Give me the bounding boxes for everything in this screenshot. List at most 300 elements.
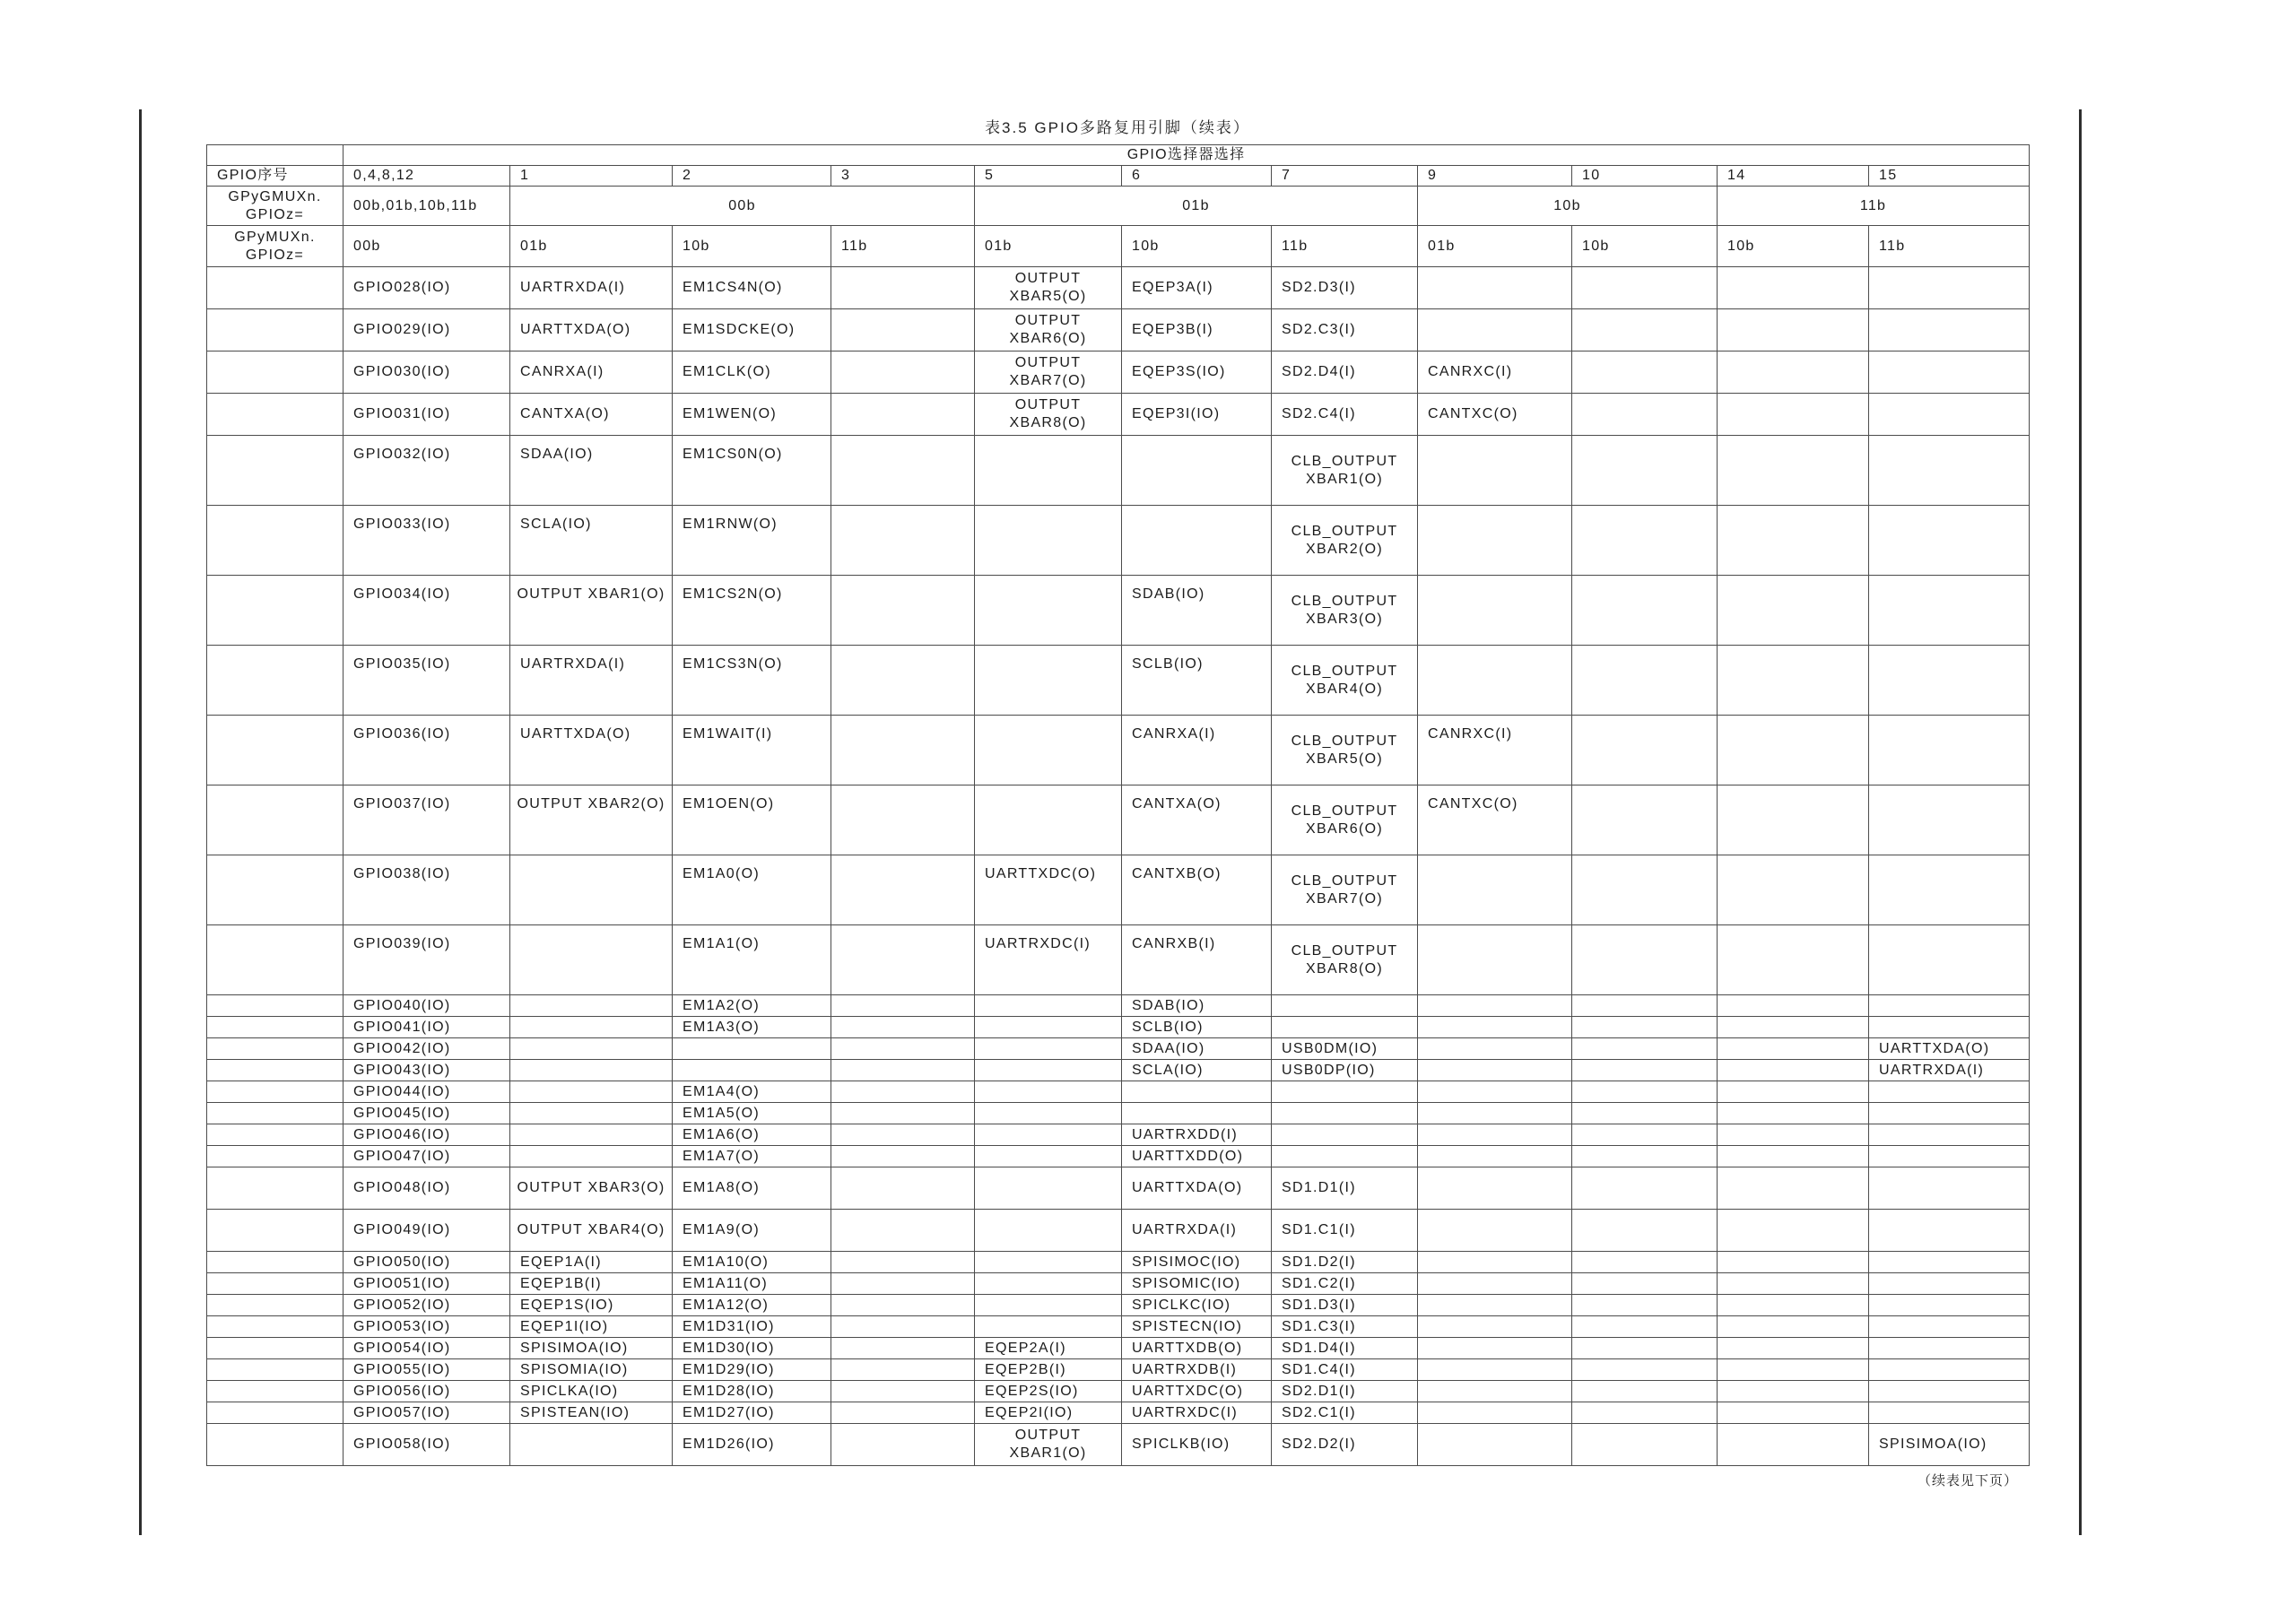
pin-function-cell: GPIO052(IO)	[344, 1295, 510, 1316]
pin-function-cell	[975, 1060, 1122, 1081]
pin-function-cell	[1572, 1381, 1718, 1402]
pin-function-cell	[975, 1295, 1122, 1316]
pin-function-cell	[831, 352, 975, 394]
pin-function-cell: SPISTECN(IO)	[1122, 1316, 1272, 1338]
pin-function-cell	[510, 1424, 673, 1466]
pin-function-cell	[510, 1124, 673, 1146]
pin-function-cell	[831, 1210, 975, 1252]
gpio-row	[207, 309, 2030, 352]
pin-function-cell	[1418, 309, 1572, 352]
pin-function-cell	[1272, 1124, 1418, 1146]
pin-function-cell	[1869, 646, 2030, 716]
pin-function-cell	[1572, 436, 1718, 506]
pin-function-cell	[1869, 436, 2030, 506]
pin-function-cell	[1418, 1210, 1572, 1252]
pin-function-cell	[1869, 309, 2030, 352]
pin-function-cell	[831, 1295, 975, 1316]
gpio-row	[207, 1038, 2030, 1060]
gpio-index-col-header: 2	[673, 166, 831, 187]
pin-function-cell	[831, 1103, 975, 1124]
gpio-index-col-header: 15	[1869, 166, 2030, 187]
pin-function-cell	[1718, 1167, 1869, 1210]
gpio-row	[207, 1017, 2030, 1038]
pin-function-cell	[1572, 785, 1718, 855]
pin-function-cell	[1718, 1316, 1869, 1338]
pin-function-cell: UARTTXDA(O)	[1122, 1167, 1272, 1210]
pin-function-cell	[1418, 995, 1572, 1017]
pin-function-cell: SDAA(IO)	[1122, 1038, 1272, 1060]
pin-function-cell: EM1OEN(O)	[673, 785, 831, 855]
pin-function-cell: SCLA(IO)	[1122, 1060, 1272, 1081]
row-label-gpio-index: GPIO序号	[207, 166, 344, 187]
pin-function-cell	[1418, 1295, 1572, 1316]
pin-function-cell: OUTPUT XBAR1(O)	[510, 576, 673, 646]
pin-function-cell: UARTTXDD(O)	[1122, 1146, 1272, 1167]
pin-function-cell: SPICLKC(IO)	[1122, 1295, 1272, 1316]
pin-function-cell	[975, 1081, 1122, 1103]
table-caption: 表3.5 GPIO多路复用引脚（续表）	[985, 119, 1250, 136]
pin-function-cell	[1718, 855, 1869, 925]
pin-function-cell: SD1.D2(I)	[1272, 1252, 1418, 1273]
header-row-mux	[207, 226, 2030, 267]
pin-function-cell	[1572, 1167, 1718, 1210]
pin-function-cell	[1869, 1124, 2030, 1146]
pin-function-cell: EM1A2(O)	[673, 995, 831, 1017]
pin-function-cell: GPIO042(IO)	[344, 1038, 510, 1060]
pin-function-cell	[1718, 1038, 1869, 1060]
pin-function-cell: EM1CS0N(O)	[673, 436, 831, 506]
pin-function-cell	[1718, 925, 1869, 995]
pin-function-cell: UARTRXDC(I)	[1122, 1402, 1272, 1424]
pin-function-cell	[831, 1402, 975, 1424]
gpio-row	[207, 1338, 2030, 1359]
pin-function-cell	[1572, 995, 1718, 1017]
pin-function-cell: EQEP2I(IO)	[975, 1402, 1122, 1424]
pin-function-cell	[1418, 1316, 1572, 1338]
pin-function-cell: EQEP1S(IO)	[510, 1295, 673, 1316]
pin-function-cell	[831, 267, 975, 309]
pin-function-cell	[1869, 1081, 2030, 1103]
pin-function-cell: EM1A10(O)	[673, 1252, 831, 1273]
row-index-cell	[207, 646, 344, 716]
pin-function-cell	[1718, 1146, 1869, 1167]
gpio-row	[207, 925, 2030, 995]
row-index-cell	[207, 1402, 344, 1424]
pin-function-cell: SDAB(IO)	[1122, 995, 1272, 1017]
pin-function-cell: OUTPUT XBAR8(O)	[975, 394, 1122, 436]
pin-function-cell: SD2.C1(I)	[1272, 1402, 1418, 1424]
gmux-value: 01b	[975, 187, 1418, 226]
pin-function-cell	[1718, 1103, 1869, 1124]
pin-function-cell: EM1CS2N(O)	[673, 576, 831, 646]
pin-function-cell: SDAB(IO)	[1122, 576, 1272, 646]
row-index-cell	[207, 1273, 344, 1295]
pin-function-cell: CLB_OUTPUT XBAR2(O)	[1272, 506, 1418, 576]
mux-value: 01b	[1418, 226, 1572, 267]
gpio-index-col-header: 6	[1122, 166, 1272, 187]
header-row-gmux	[207, 187, 2030, 226]
gpio-index-col-header: 0,4,8,12	[344, 166, 510, 187]
pin-function-cell	[831, 394, 975, 436]
header-row-selector	[207, 145, 2030, 166]
pin-function-cell: GPIO035(IO)	[344, 646, 510, 716]
pin-function-cell	[1718, 1402, 1869, 1424]
gpio-row	[207, 1081, 2030, 1103]
pin-function-cell: GPIO038(IO)	[344, 855, 510, 925]
pin-function-cell	[1418, 1081, 1572, 1103]
pin-function-cell	[510, 1081, 673, 1103]
pin-function-cell: UARTRXDD(I)	[1122, 1124, 1272, 1146]
pin-function-cell	[673, 1060, 831, 1081]
row-index-cell	[207, 309, 344, 352]
pin-function-cell: CLB_OUTPUT XBAR4(O)	[1272, 646, 1418, 716]
pin-function-cell	[1272, 995, 1418, 1017]
gpio-row	[207, 1252, 2030, 1273]
pin-function-cell	[1122, 1081, 1272, 1103]
pin-function-cell	[1572, 1081, 1718, 1103]
gpio-row	[207, 1146, 2030, 1167]
pin-function-cell: UARTRXDA(I)	[1122, 1210, 1272, 1252]
mux-value: 10b	[1572, 226, 1718, 267]
pin-function-cell: USB0DP(IO)	[1272, 1060, 1418, 1081]
gmux-value: 11b	[1718, 187, 2030, 226]
pin-function-cell	[831, 646, 975, 716]
pin-function-cell: SDAA(IO)	[510, 436, 673, 506]
gpio-row	[207, 1381, 2030, 1402]
pin-function-cell: EM1D27(IO)	[673, 1402, 831, 1424]
pin-function-cell	[1418, 576, 1572, 646]
pin-function-cell: GPIO031(IO)	[344, 394, 510, 436]
pin-function-cell	[1718, 506, 1869, 576]
pin-function-cell	[1869, 1103, 2030, 1124]
pin-function-cell: CANRXC(I)	[1418, 716, 1572, 785]
pin-function-cell: EM1D28(IO)	[673, 1381, 831, 1402]
pin-function-cell	[510, 995, 673, 1017]
pin-function-cell: OUTPUT XBAR7(O)	[975, 352, 1122, 394]
pin-function-cell	[831, 925, 975, 995]
pin-function-cell: CLB_OUTPUT XBAR6(O)	[1272, 785, 1418, 855]
pin-function-cell: GPIO053(IO)	[344, 1316, 510, 1338]
gpio-row	[207, 506, 2030, 576]
pin-function-cell	[1418, 855, 1572, 925]
pin-function-cell: SD1.C1(I)	[1272, 1210, 1418, 1252]
row-index-cell	[207, 1081, 344, 1103]
pin-function-cell	[831, 1017, 975, 1038]
pin-function-cell	[1718, 394, 1869, 436]
pin-function-cell	[1418, 1124, 1572, 1146]
pin-function-cell	[1869, 1381, 2030, 1402]
pin-function-cell: EM1D26(IO)	[673, 1424, 831, 1466]
page-right-margin-rule	[2079, 109, 2082, 1535]
pin-function-cell: UARTRXDA(I)	[1869, 1060, 2030, 1081]
pin-function-cell: EM1CS4N(O)	[673, 267, 831, 309]
pin-function-cell	[1572, 855, 1718, 925]
pin-function-cell: UARTTXDA(O)	[510, 309, 673, 352]
pin-function-cell	[1869, 1146, 2030, 1167]
row-index-cell	[207, 1017, 344, 1038]
pin-function-cell	[510, 925, 673, 995]
gmux-value: 00b	[510, 187, 975, 226]
pin-function-cell	[510, 855, 673, 925]
gpio-row	[207, 1424, 2030, 1466]
pin-function-cell: OUTPUT XBAR6(O)	[975, 309, 1122, 352]
gpio-row	[207, 436, 2030, 506]
gmux-value: 10b	[1418, 187, 1718, 226]
pin-function-cell	[1572, 309, 1718, 352]
pin-function-cell	[1869, 1338, 2030, 1359]
pin-function-cell: SPISIMOC(IO)	[1122, 1252, 1272, 1273]
pin-function-cell	[1869, 1273, 2030, 1295]
pin-function-cell	[1718, 1424, 1869, 1466]
row-index-cell	[207, 1124, 344, 1146]
pin-function-cell: CLB_OUTPUT XBAR8(O)	[1272, 925, 1418, 995]
pin-function-cell: EM1WEN(O)	[673, 394, 831, 436]
pin-function-cell	[831, 1359, 975, 1381]
pin-function-cell	[1418, 1060, 1572, 1081]
pin-function-cell: EM1D31(IO)	[673, 1316, 831, 1338]
row-index-cell	[207, 1338, 344, 1359]
pin-function-cell: SD1.C3(I)	[1272, 1316, 1418, 1338]
pin-function-cell	[975, 716, 1122, 785]
gpio-index-col-header: 7	[1272, 166, 1418, 187]
row-label-mux: GPyMUXn. GPIOz=	[207, 226, 344, 267]
pin-function-cell	[673, 1038, 831, 1060]
pin-function-cell	[1418, 1402, 1572, 1424]
gpio-index-col-header: 1	[510, 166, 673, 187]
pin-function-cell: CANRXA(I)	[510, 352, 673, 394]
pin-function-cell	[1572, 1424, 1718, 1466]
pin-function-cell: CANRXC(I)	[1418, 352, 1572, 394]
pin-function-cell: GPIO050(IO)	[344, 1252, 510, 1273]
pin-function-cell	[1869, 394, 2030, 436]
pin-function-cell: UARTTXDA(O)	[1869, 1038, 2030, 1060]
pin-function-cell	[1572, 1316, 1718, 1338]
pin-function-cell	[1572, 506, 1718, 576]
pin-function-cell: SPISIMOA(IO)	[1869, 1424, 2030, 1466]
pin-function-cell: UARTTXDC(O)	[975, 855, 1122, 925]
pin-function-cell	[975, 1167, 1122, 1210]
gpio-row	[207, 1316, 2030, 1338]
pin-function-cell	[1418, 1338, 1572, 1359]
pin-function-cell: SD2.D2(I)	[1272, 1424, 1418, 1466]
pin-function-cell	[1572, 352, 1718, 394]
pin-function-cell: GPIO051(IO)	[344, 1273, 510, 1295]
gpio-row	[207, 1295, 2030, 1316]
gpio-row	[207, 646, 2030, 716]
row-index-cell	[207, 1060, 344, 1081]
pin-function-cell: EQEP3A(I)	[1122, 267, 1272, 309]
pin-function-cell: GPIO041(IO)	[344, 1017, 510, 1038]
pin-function-cell: EQEP3B(I)	[1122, 309, 1272, 352]
pin-function-cell	[1418, 925, 1572, 995]
pin-function-cell: USB0DM(IO)	[1272, 1038, 1418, 1060]
pin-function-cell	[1718, 1017, 1869, 1038]
pin-function-cell	[1869, 1295, 2030, 1316]
pin-function-cell	[1718, 309, 1869, 352]
gmux-value: 00b,01b,10b,11b	[344, 187, 510, 226]
pin-function-cell: EM1WAIT(I)	[673, 716, 831, 785]
pin-function-cell	[1718, 646, 1869, 716]
pin-function-cell: UARTTXDB(O)	[1122, 1338, 1272, 1359]
pin-function-cell: EQEP1B(I)	[510, 1273, 673, 1295]
row-index-cell	[207, 352, 344, 394]
gpio-index-col-header: 5	[975, 166, 1122, 187]
pin-function-cell	[1418, 1146, 1572, 1167]
header-row-gpio-index	[207, 166, 2030, 187]
pin-function-cell	[831, 1060, 975, 1081]
row-index-cell	[207, 1252, 344, 1273]
pin-function-cell: EM1D30(IO)	[673, 1338, 831, 1359]
gpio-row	[207, 1210, 2030, 1252]
pin-function-cell	[1572, 1060, 1718, 1081]
gpio-row	[207, 1402, 2030, 1424]
row-index-cell	[207, 1359, 344, 1381]
pin-function-cell: GPIO057(IO)	[344, 1402, 510, 1424]
gpio-row	[207, 716, 2030, 785]
pin-function-cell: EM1A4(O)	[673, 1081, 831, 1103]
pin-function-cell: EQEP2A(I)	[975, 1338, 1122, 1359]
pin-function-cell: EQEP1I(IO)	[510, 1316, 673, 1338]
pin-function-cell	[1418, 1103, 1572, 1124]
pin-function-cell	[1572, 394, 1718, 436]
pin-function-cell	[1869, 785, 2030, 855]
mux-value: 10b	[1122, 226, 1272, 267]
mux-value: 11b	[831, 226, 975, 267]
pin-function-cell: SCLB(IO)	[1122, 1017, 1272, 1038]
row-index-cell	[207, 436, 344, 506]
row-label-gmux: GPyGMUXn. GPIOz=	[207, 187, 344, 226]
row-index-cell	[207, 855, 344, 925]
gpio-row	[207, 855, 2030, 925]
pin-function-cell	[831, 855, 975, 925]
row-index-cell	[207, 1210, 344, 1252]
pin-function-cell	[1869, 995, 2030, 1017]
pin-function-cell: CANTXA(O)	[510, 394, 673, 436]
pin-function-cell	[975, 1017, 1122, 1038]
pin-function-cell	[1869, 925, 2030, 995]
gpio-row	[207, 1359, 2030, 1381]
pin-function-cell: SD1.C4(I)	[1272, 1359, 1418, 1381]
pin-function-cell: UARTRXDC(I)	[975, 925, 1122, 995]
pin-function-cell	[1718, 995, 1869, 1017]
pin-function-cell	[1572, 576, 1718, 646]
pin-function-cell: EQEP3S(IO)	[1122, 352, 1272, 394]
gpio-row	[207, 576, 2030, 646]
row-index-cell	[207, 576, 344, 646]
pin-function-cell	[1272, 1017, 1418, 1038]
pin-function-cell: CLB_OUTPUT XBAR7(O)	[1272, 855, 1418, 925]
pin-function-cell	[1122, 1103, 1272, 1124]
gpio-row	[207, 1103, 2030, 1124]
pin-function-cell	[831, 1338, 975, 1359]
pin-function-cell	[1418, 267, 1572, 309]
pin-function-cell: EM1A3(O)	[673, 1017, 831, 1038]
row-index-cell	[207, 925, 344, 995]
pin-function-cell	[1718, 1273, 1869, 1295]
pin-function-cell: EM1A0(O)	[673, 855, 831, 925]
pin-function-cell	[510, 1146, 673, 1167]
row-index-cell	[207, 1146, 344, 1167]
pin-function-cell: EQEP2B(I)	[975, 1359, 1122, 1381]
pin-function-cell: SD2.D4(I)	[1272, 352, 1418, 394]
pin-function-cell: GPIO045(IO)	[344, 1103, 510, 1124]
pin-function-cell: GPIO033(IO)	[344, 506, 510, 576]
pin-function-cell: GPIO030(IO)	[344, 352, 510, 394]
pin-function-cell: UARTRXDB(I)	[1122, 1359, 1272, 1381]
pin-function-cell: GPIO043(IO)	[344, 1060, 510, 1081]
row-index-cell	[207, 716, 344, 785]
pin-function-cell	[510, 1038, 673, 1060]
pin-function-cell: SPISIMOA(IO)	[510, 1338, 673, 1359]
pin-function-cell	[975, 1252, 1122, 1273]
gpio-index-col-header: 10	[1572, 166, 1718, 187]
pin-function-cell	[1869, 716, 2030, 785]
pin-function-cell: OUTPUT XBAR4(O)	[510, 1210, 673, 1252]
pin-function-cell: EM1A1(O)	[673, 925, 831, 995]
pin-function-cell	[831, 576, 975, 646]
pin-function-cell: SCLA(IO)	[510, 506, 673, 576]
pin-function-cell: GPIO048(IO)	[344, 1167, 510, 1210]
pin-function-cell	[1572, 1038, 1718, 1060]
row-index-cell	[207, 1316, 344, 1338]
pin-function-cell	[1869, 1210, 2030, 1252]
pin-function-cell	[831, 1381, 975, 1402]
pin-function-cell: GPIO058(IO)	[344, 1424, 510, 1466]
pin-function-cell: EQEP3I(IO)	[1122, 394, 1272, 436]
mux-value: 00b	[344, 226, 510, 267]
pin-function-cell: SPISOMIC(IO)	[1122, 1273, 1272, 1295]
mux-value: 10b	[673, 226, 831, 267]
pin-function-cell	[831, 716, 975, 785]
pin-function-cell: SD2.C3(I)	[1272, 309, 1418, 352]
row-index-cell	[207, 506, 344, 576]
pin-function-cell: EM1A9(O)	[673, 1210, 831, 1252]
pin-function-cell: SD2.D3(I)	[1272, 267, 1418, 309]
row-index-cell	[207, 785, 344, 855]
pin-function-cell: UARTRXDA(I)	[510, 267, 673, 309]
pin-function-cell: SD1.D4(I)	[1272, 1338, 1418, 1359]
row-index-cell	[207, 1295, 344, 1316]
pin-function-cell: GPIO032(IO)	[344, 436, 510, 506]
pin-function-cell: GPIO054(IO)	[344, 1338, 510, 1359]
pin-function-cell	[975, 646, 1122, 716]
pin-function-cell	[1418, 1273, 1572, 1295]
pin-function-cell: EM1SDCKE(O)	[673, 309, 831, 352]
pin-function-cell	[975, 995, 1122, 1017]
pin-function-cell	[975, 1124, 1122, 1146]
row-index-cell	[207, 1424, 344, 1466]
pin-function-cell: CANTXA(O)	[1122, 785, 1272, 855]
gpio-row	[207, 1124, 2030, 1146]
pin-function-cell: GPIO034(IO)	[344, 576, 510, 646]
pin-function-cell	[831, 1146, 975, 1167]
pin-function-cell	[1272, 1081, 1418, 1103]
pin-function-cell	[1718, 1338, 1869, 1359]
pin-function-cell: UARTRXDA(I)	[510, 646, 673, 716]
pin-function-cell	[1418, 1167, 1572, 1210]
pin-function-cell: CANTXC(O)	[1418, 785, 1572, 855]
pin-function-cell: EM1CLK(O)	[673, 352, 831, 394]
pin-function-cell	[1718, 785, 1869, 855]
pin-function-cell: CLB_OUTPUT XBAR5(O)	[1272, 716, 1418, 785]
pin-function-cell	[1122, 436, 1272, 506]
pin-function-cell	[831, 506, 975, 576]
pin-function-cell	[1572, 1146, 1718, 1167]
gpio-mux-table-body	[207, 145, 2030, 1466]
pin-function-cell: CANRXA(I)	[1122, 716, 1272, 785]
pin-function-cell	[1572, 1017, 1718, 1038]
pin-function-cell: EM1A7(O)	[673, 1146, 831, 1167]
